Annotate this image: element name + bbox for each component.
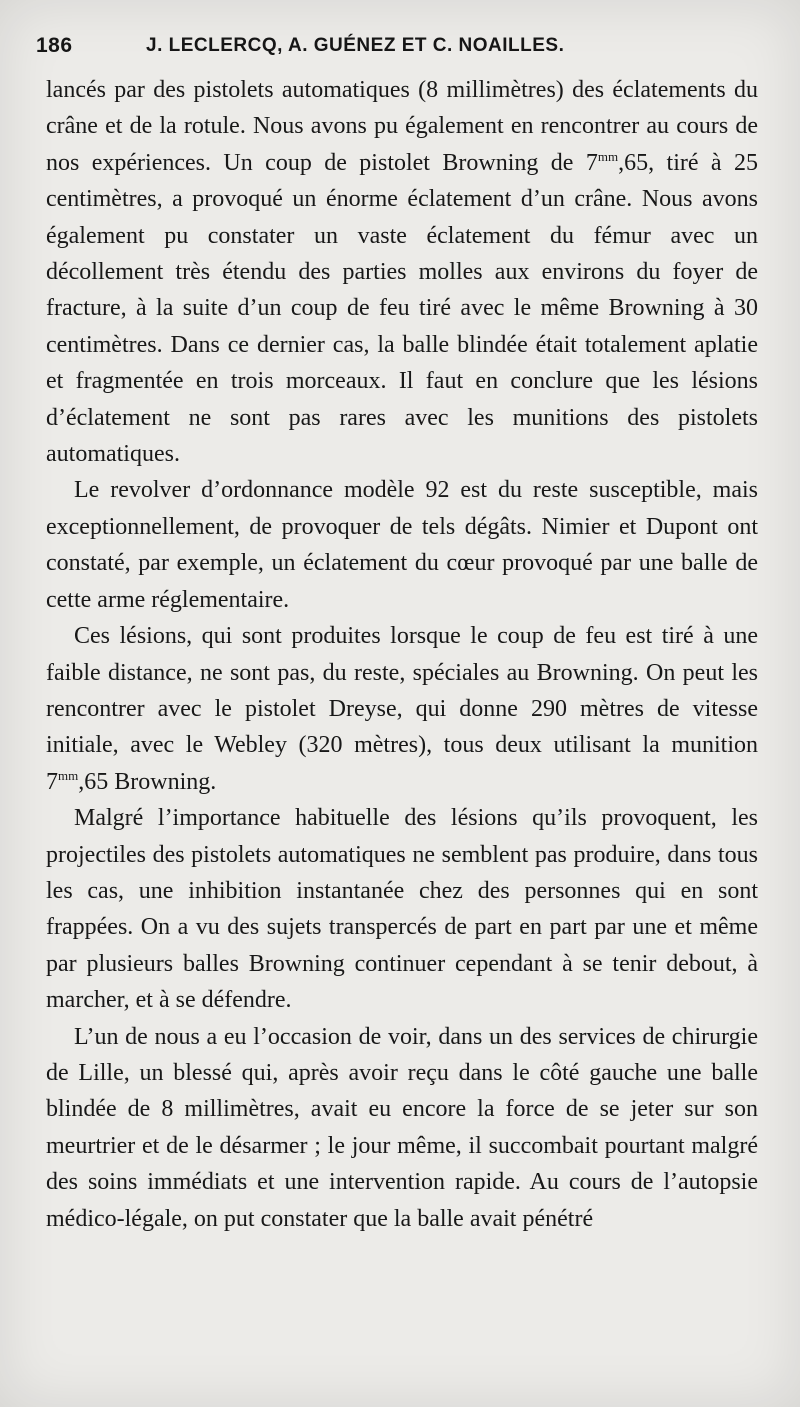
text-run: ,65 Browning. (78, 768, 217, 795)
page-header (36, 34, 766, 66)
superscript: mm (597, 148, 619, 164)
paragraph (46, 1019, 758, 1237)
page-number: 186 (36, 34, 73, 57)
text-run: Ces lésions, qui sont produites lorsque le coup de feu est tiré à une faible distance, ne sont pas, du reste, spéciales au Browning. On peut les rencontrer avec le pistolet Dreyse, qui donne 290 mètres de vitesse initiale, avec le Webley (320 mètres), tous deux utilisant la munition 7 (46, 623, 758, 795)
running-head: J. LECLERCQ, A. GUÉNEZ ET C. NOAILLES. (146, 35, 565, 56)
paragraph (46, 618, 758, 800)
text-run: L’un de nous a eu l’occasion de voir, dans un des services de chirurgie de Lille, un blessé qui, après avoir reçu dans le côté gauche une balle blindée de 8 millimètres, avait eu encore la force de se jeter sur son meurtrier et de le désarmer ; le jour même, il succombait pourtant malgré des soins immédiats et une intervention rapide. Au cours de l’autopsie médico-légale, on put constater que la balle avait pénétré (46, 1023, 758, 1232)
paragraph (46, 472, 758, 618)
text-run: lancés par des pistolets automatiques (8 millimètres) des éclatements du crâne et de la rotule. Nous avons pu également en rencontrer au cours de nos expériences. Un coup de pistolet Browning de 7 (46, 77, 758, 176)
paragraph (46, 72, 758, 472)
superscript: mm (58, 767, 79, 783)
text-run: ,65, tiré à 25 centimètres, a provoqué un énorme éclatement d’un crâne. Nous avons également pu constater un vaste éclatement du fémur avec un décollement très étendu des parties molles aux environs du foyer de fracture, à la suite d’un coup de feu tiré avec le même Browning à 30 centimètres. Dans ce dernier cas, la balle blindée était totalement aplatie et fragmentée en trois morceaux. Il faut en conclure que les lésions d’éclatement ne sont pas rares avec les munitions des pistolets automatiques. (46, 149, 758, 468)
text-run: Malgré l’importance habituelle des lésions qu’ils provoquent, les projectiles des pistolets automatiques ne semblent pas produire, dans tous les cas, une inhibition instantanée chez des personnes qui en sont frappées. On a vu des sujets transpercés de part en part par une et même par plusieurs balles Browning continuer cependant à se tenir debout, à marcher, et à se défendre. (46, 805, 758, 1014)
paragraph (46, 800, 758, 1018)
body-text (46, 72, 758, 1237)
text-run: Le revolver d’ordonnance modèle 92 est du reste susceptible, mais exceptionnellement, de provoquer de tels dégâts. Nimier et Dupont ont constaté, par exemple, un éclatement du cœur provoqué par une balle de cette arme réglementaire. (46, 477, 758, 613)
